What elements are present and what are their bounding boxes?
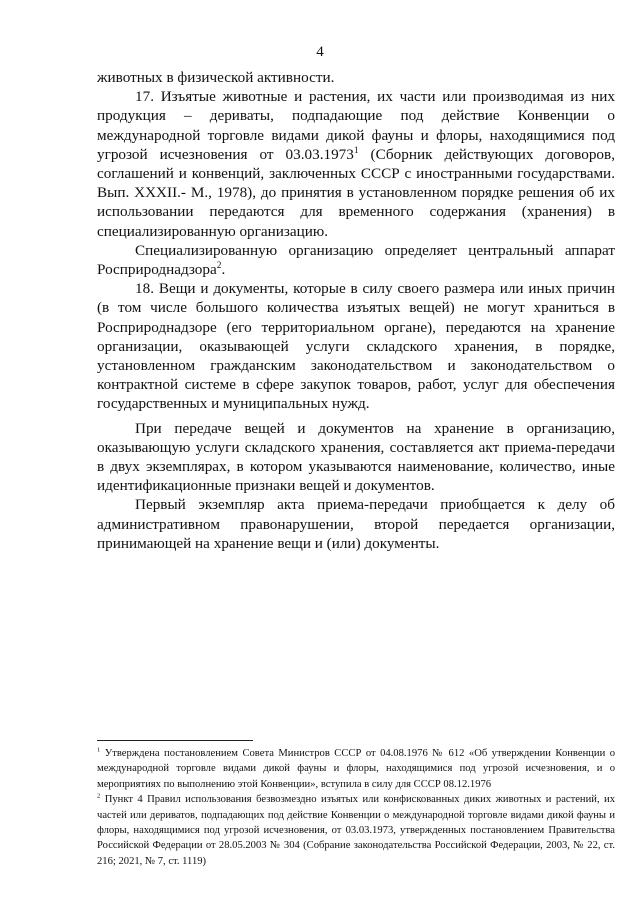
document-body xyxy=(97,68,615,553)
footnote-divider xyxy=(97,740,253,741)
paragraph-text: 18. Вещи и документы, которые в силу своего размера или иных причин (в том числе большого количества изъятых вещей) не могут храниться в Росприроднадзоре (его территориальном органе), передаются на хранение организации, оказывающей услуги складского хранения, в порядке, установленном гражданским законодательством и законодательством о контрактной системе в сфере закупок товаров, работ, услуг для обеспечения государственных и муниципальных нужд. xyxy=(97,280,615,413)
paragraph-continuation xyxy=(97,68,615,87)
footnote-2 xyxy=(97,792,615,869)
paragraph-text: Специализированную организацию определяет центральный аппарат Росприроднадзора xyxy=(97,241,615,279)
footnote-ref-2: 2 xyxy=(216,260,222,271)
footnote-text: Утверждена постановлением Совета Министров СССР от 04.08.1976 № 612 «Об утверждении Конвенции о международной торговле видами дикой фауны и флоры, находящимися под угрозой исчезновения, и о мероприятиях по выполнению этой Конвенции», вступила в силу для СССР 08.12.1976 xyxy=(97,748,615,790)
paragraph-text: Первый экземпляр акта приема-передачи приобщается к делу об административном правонарушении, второй передается организации, принимающей на хранение вещи и (или) документы. xyxy=(97,496,615,552)
footnote-text: Пункт 4 Правил использования безвозмездно изъятых или конфискованных диких животных и растений, их частей или дериватов, подпадающих под действие Конвенции о международной торговле видами дикой фауны и флоры, находящимися под угрозой исчезновения, от 03.03.1973, утвержденных постановлением Правительства Российской Федерации от 28.05.2003 № 304 (Собрание законодательства Российской Федерации, 2003, № 22, ст. 216; 2021, № 7, ст. 1119) xyxy=(97,794,615,867)
paragraph-first-copy xyxy=(97,495,615,553)
footnotes xyxy=(97,746,615,869)
paragraph-transfer-act xyxy=(97,419,615,496)
footnote-mark: 1 xyxy=(97,746,101,754)
paragraph-text: При передаче вещей и документов на хранение в организацию, оказывающую услуги складского хранения, составляется акт приема-передачи в двух экземплярах, в котором указываются наименование, количество, иные идентификационные признаки вещей и документов. xyxy=(97,419,615,495)
paragraph-specialized-org xyxy=(97,241,615,279)
footnote-mark: 2 xyxy=(97,792,101,800)
paragraph-item-17 xyxy=(97,87,615,241)
footnote-ref-1: 1 xyxy=(353,145,359,156)
paragraph-item-18 xyxy=(97,279,615,413)
page-number: 4 xyxy=(316,44,324,60)
paragraph-text-cont: (Сборник действующих договоров, соглашений и конвенций, заключенных СССР с иностранными государствами. Вып. XXXII.- М., 1978), до принятия в установленном порядке решения об их использовании передаются для временного содержания (хранения) в специализированную организацию. xyxy=(97,145,615,240)
paragraph-text: 17. Изъятые животные и растения, их части или производимая из них продукция – дериваты, подпадающие под действие Конвенции о международной торговле видами дикой фауны и флоры, находящимися под угрозой исчезновения от 03.03.1973 xyxy=(97,88,615,163)
paragraph-text-cont: . xyxy=(221,261,226,279)
paragraph-text: животных в физической активности. xyxy=(97,69,335,86)
footnote-1 xyxy=(97,746,615,792)
